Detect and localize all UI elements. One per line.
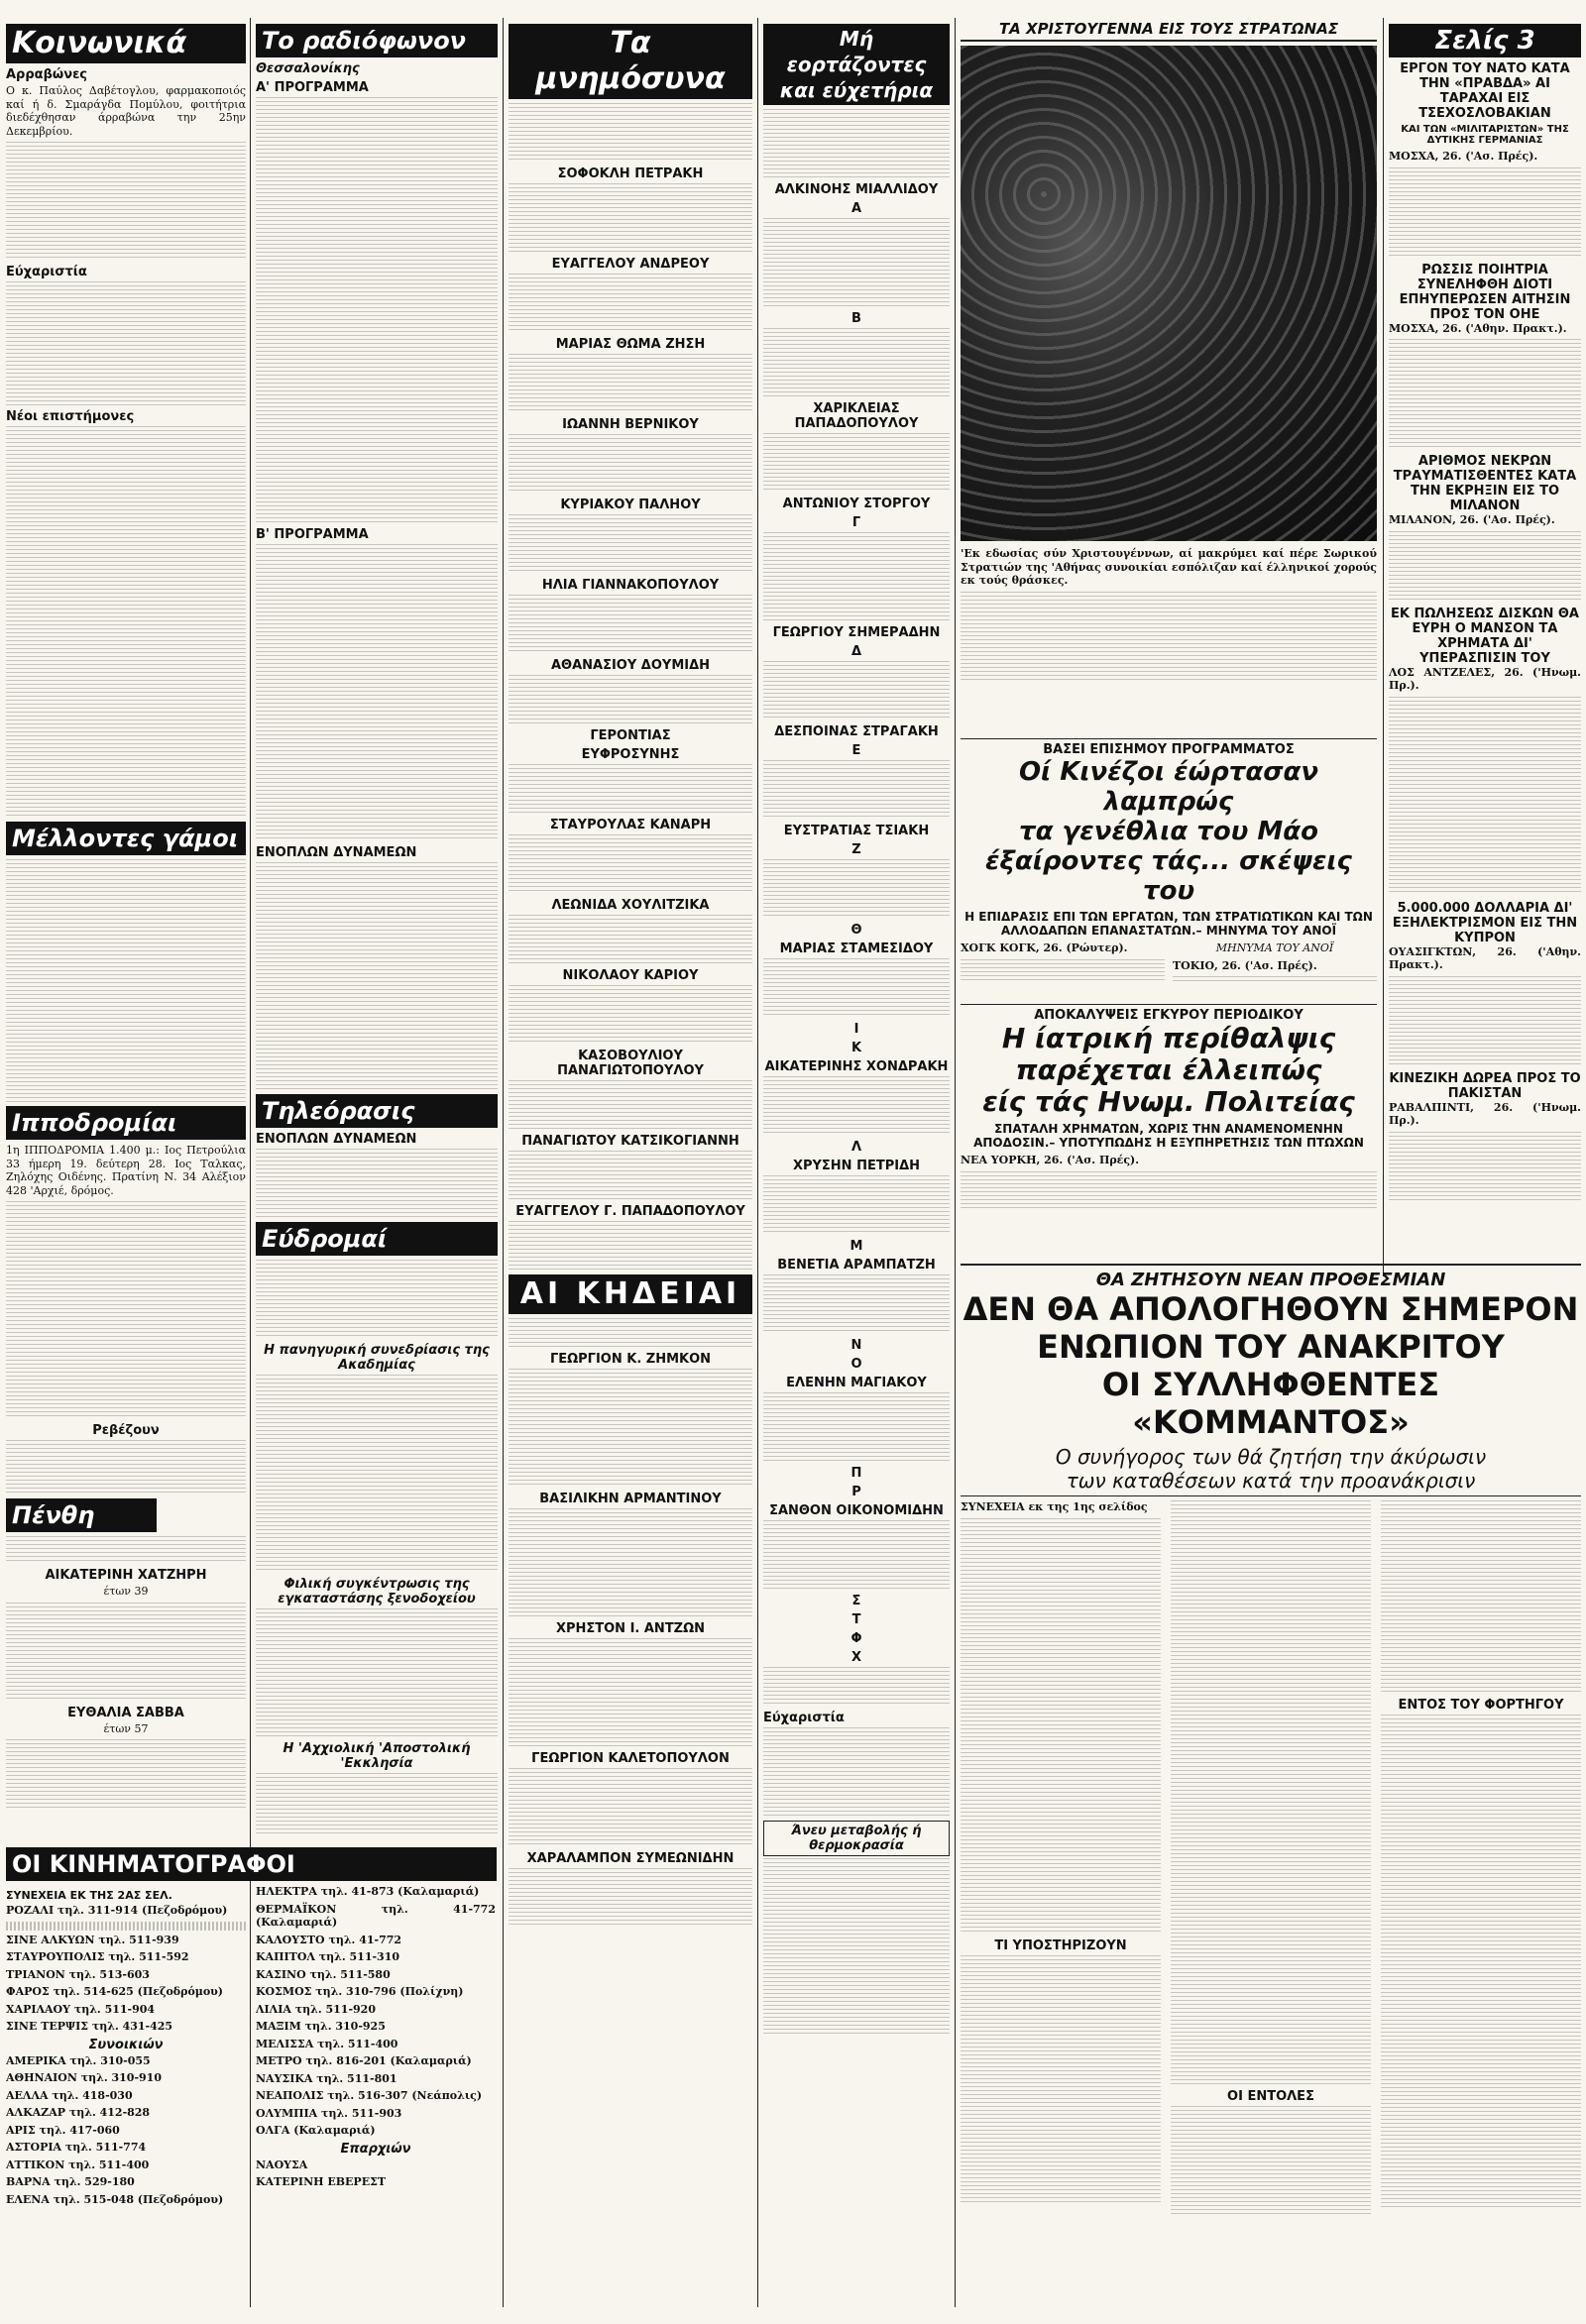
- cinema-entry: ΤΡΙΑΝΟΝ τηλ. 513-603: [6, 1967, 150, 1981]
- column-rule: [503, 18, 504, 2307]
- mao-deck: Η ΕΠΙΔΡΑΣΙΣ ΕΠΙ ΤΩΝ ΕΡΓΑΤΩΝ, ΤΩΝ ΣΤΡΑΤΙΩΤΙΚΩΝ ΚΑΙ ΤΩΝ ΑΛΛΟΔΑΠΩΝ ΕΠΑΝΑΣΤΑΤΩΝ.– ΜΗΝΥΜΑ ΤΟΥ ΑΝΟΪ: [964, 910, 1373, 938]
- text-block: [509, 915, 752, 964]
- text-block: [509, 764, 752, 814]
- section-title-memorials: Τα μνημόσυνα: [509, 24, 752, 99]
- text-block: [6, 1739, 246, 1809]
- memorial-name: ΙΩΑΝΝΗ ΒΕΡΝΙΚΟΥ: [562, 417, 699, 432]
- memorial-name: ΜΑΡΙΑΣ ΘΩΜΑ ΖΗΣΗ: [555, 337, 706, 352]
- commandos-continued: ΣΥΝΕΧΕΙΑ εκ της 1ης σελίδος: [961, 1500, 1148, 1513]
- text-block: [763, 109, 950, 178]
- commandos-headline-1: ΔΕΝ ΘΑ ΑΠΟΛΟΓΗΘΟΥΝ ΣΗΜΕΡΟΝ: [963, 1290, 1579, 1328]
- christmas-headline: ΤΑ ΧΡΙΣΤΟΥΓΕΝΝΑ ΕΙΣ ΤΟΥΣ ΣΤΡΑΤΩΝΑΣ: [961, 20, 1377, 42]
- text-block: [1389, 167, 1581, 257]
- text-block: [509, 1868, 752, 1928]
- cinema-left-list: [6, 1885, 246, 2210]
- text-block: [6, 1603, 246, 1702]
- memorial-name: ΑΘΑΝΑΣΙΟΥ ΔΟΥΜΙΔΗ: [550, 658, 711, 673]
- armed-forces-radio: ΕΝΟΠΛΩΝ ΔΥΝΑΜΕΩΝ: [256, 845, 417, 860]
- cinema-entry: ΑΕΛΛΑ τηλ. 418-030: [6, 2088, 133, 2102]
- cinema-entry: ΜΑΞΙΜ τηλ. 310-925: [256, 2020, 386, 2033]
- commandos-story: [961, 1264, 1581, 2304]
- letter-l: Λ: [850, 1140, 862, 1155]
- funeral-name: ΧΑΡΑΛΑΜΠΟΝ ΣΥΜΕΩΝΙΔΗΝ: [526, 1851, 735, 1866]
- funeral-name: ΒΑΣΙΛΙΚΗΝ ΑΡΜΑΝΤΙΝΟΥ: [539, 1492, 722, 1506]
- text-block: [763, 1520, 950, 1590]
- section-title-mourning: Πένθη: [6, 1498, 157, 1532]
- christmas-photo: [961, 46, 1377, 541]
- nameday-name: ΓΕΩΡΓΙΟΥ ΣΗΜΕΡΑΔΗΝ: [772, 625, 941, 640]
- text-block: [763, 532, 950, 621]
- memorial-name: ΣΟΦΟΚΛΗ ΠΕΤΡΑΚΗ: [557, 166, 704, 181]
- engagements-text: Ο κ. Παύλος Δαβέτογλου, φαρμακοποιός καί ή δ. Σμαράγδα Πομύλου, φοιτήτρια διεδέχθησαν άρραβώνα την 25ην Δεκεμβρίου.: [6, 84, 246, 138]
- section-title-nameday: Μή εορτάζοντες και εύχετήρια: [763, 24, 950, 105]
- text-block: [1171, 2106, 1371, 2215]
- funeral-name: ΓΕΩΡΓΙΟΝ Κ. ΖΗΜΚΟΝ: [549, 1352, 712, 1367]
- letter-n: Ν: [850, 1338, 862, 1353]
- cinema-entry: ΟΛΓΑ (Καλαμαριά): [256, 2124, 376, 2137]
- commandos-subhead-truck: ΕΝΤΟΣ ΤΟΥ ΦΟΡΤΗΓΟΥ: [1398, 1698, 1564, 1713]
- cinema-entry: ΑΣΤΟΡΙΑ τηλ. 511-774: [6, 2141, 147, 2154]
- cyprus-headline: 5.000.000 ΔΟΛΛΑΡΙΑ ΔΙ' ΕΞΗΛΕΚΤΡΙΣΜΟΝ ΕΙΣ ΤΗΝ ΚΥΠΡΟΝ: [1392, 900, 1578, 945]
- memorial-name: ΛΕΩΝΙΔΑ ΧΟΥΛΙΤΖΙΚΑ: [551, 898, 710, 913]
- cyprus-dateline: ΟΥΑΣΙΓΚΤΩΝ, 26. ('Αθην. Πρακτ.).: [1389, 944, 1581, 971]
- cinema-entry: ΡΟΖΑΛΙ τηλ. 311-914 (Πεζοδρόμου): [6, 1904, 228, 1917]
- races-text: 1η ΙΠΠΟΔΡΟΜΙΑ 1.400 μ.: Ιος Πετρούλια 33 ήμερη 19. δεύτερη 28. Ιος Ταλκας, Ζηλόχης Οιδένης. Πρατίνη Ν. 34 Αλέξιον 428 'Αρχιέ, δρόμος.: [6, 1144, 246, 1197]
- column-social: [6, 20, 246, 1853]
- cinema-entry: ΣΤΑΥΡΟΥΠΟΛΙΣ τηλ. 511-592: [6, 1950, 189, 1963]
- nameday-name: ΧΑΡΙΚΛΕΙΑΣ ΠΑΠΑΔΟΠΟΥΛΟΥ: [794, 401, 919, 431]
- text-block: [1389, 531, 1581, 601]
- text-block: [6, 1440, 246, 1494]
- commandos-deck-2: των καταθέσεων κατά την προανάκρισιν: [1066, 1469, 1476, 1493]
- text-block: [509, 514, 752, 574]
- milan-dateline: ΜΙΛΑΝΟΝ, 26. ('Ασ. Πρές).: [1389, 513, 1555, 526]
- section-title-races: Ιπποδρομίαι: [6, 1106, 246, 1140]
- mao-dateline-tokyo: ΤΟΚΙΟ, 26. ('Ασ. Πρές).: [1173, 958, 1317, 972]
- subhead-thanks-2: Εύχαριστία: [763, 1711, 845, 1725]
- cinema-entry: ΝΑΟΥΣΑ: [256, 2158, 308, 2171]
- text-block: [509, 834, 752, 894]
- mourning-name: ΑΙΚΑΤΕΡΙΝΗ ΧΑΤΖΗΡΗ: [45, 1568, 207, 1583]
- column-rule: [955, 18, 956, 2307]
- text-block: [1381, 1715, 1581, 2210]
- section-title-social: Κοινωνικά: [6, 24, 246, 63]
- memorial-name: ΚΑΣΟΒΟΥΛΙΟΥ ΠΑΝΑΓΙΩΤΟΠΟΥΛΟΥ: [557, 1049, 704, 1078]
- section-title-tv: Τηλεόρασις: [256, 1094, 498, 1128]
- cinema-section-neighborhoods: Συνοικιών: [88, 2037, 164, 2052]
- letter-i: Ι: [853, 1022, 859, 1037]
- text-block: [256, 97, 498, 523]
- letter-k: Κ: [850, 1041, 862, 1055]
- medical-dateline: ΝΕΑ ΥΟΡΚΗ, 26. ('Ασ. Πρές).: [961, 1154, 1140, 1166]
- funeral-name: ΓΕΩΡΓΙΟΝ ΚΑΛΕΤΟΠΟΥΛΟΝ: [531, 1751, 730, 1766]
- text-block: [763, 328, 950, 397]
- text-block: [509, 595, 752, 654]
- christmas-story: [961, 20, 1377, 733]
- memorial-name: ΕΥΑΓΓΕΛΟΥ Γ. ΠΑΠΑΔΟΠΟΥΛΟΥ: [515, 1204, 745, 1219]
- nameday-name: ΕΛΕΝΗΝ ΜΑΓΙΑΚΟΥ: [786, 1376, 927, 1390]
- text-block: [256, 1260, 498, 1339]
- text-block: [763, 1175, 950, 1235]
- cinema-entry: ΑΛΚΑΖΑΡ τηλ. 412-828: [6, 2106, 151, 2119]
- mao-subhead-hanoi: ΜΗΝΥΜΑ ΤΟΥ ΑΝΟΪ: [1215, 941, 1334, 954]
- nameday-name: ΣΑΝΘΟΝ ΟΙΚΟΝΟΜΙΔΗΝ: [769, 1503, 944, 1518]
- medical-kicker: ΑΠΟΚΑΛΥΨΕΙΣ ΕΓΚΥΡΟΥ ΠΕΡΙΟΔΙΚΟΥ: [1034, 1008, 1303, 1023]
- text-block: [509, 1318, 752, 1348]
- mourning-age: έτων 39: [103, 1585, 149, 1598]
- memorial-name: ΕΥΑΓΓΕΛΟΥ ΑΝΔΡΕΟΥ: [551, 257, 710, 272]
- mao-headline-2: τα γενέθλια του Μάο: [1019, 817, 1318, 846]
- letter-ch: Χ: [850, 1650, 862, 1665]
- text-block: [763, 1076, 950, 1136]
- christmas-caption: 'Εκ εδωσίας σύν Χριστουγέννων, αί μακρύμει καί πέρε Σωρικού Στρατιών της 'Αθήνας συνοικίαι εσπόλιζαν καί έλληνικοί χορούς εκ τούς θράσκες.: [961, 547, 1377, 587]
- cinema-entry: ΚΑΛΟΥΣΤΟ τηλ. 41-772: [256, 1933, 402, 1946]
- text-block: [763, 661, 950, 720]
- milan-headline: ΑΡΙΘΜΟΣ ΝΕΚΡΩΝ ΤΡΑΥΜΑΤΙΣΘΕΝΤΕΣ ΚΑΤΑ ΤΗΝ ΕΚΡΗΞΙΝ ΕΙΣ ΤΟ ΜΙΛΑΝΟΝ: [1393, 454, 1577, 513]
- weather-box: Άνευ μεταβολής ή θερμοκρασία: [763, 1821, 950, 1856]
- text-block: [6, 859, 246, 1102]
- discs-headline: ΕΚ ΠΩΛΗΣΕΩΣ ΔΙΣΚΩΝ ΘΑ ΕΥΡΗ Ο ΜΑΝΣΟΝ ΤΑ ΧΡΗΜΑΤΑ ΔΙ' ΥΠΕΡΑΣΠΙΣΙΝ ΤΟΥ: [1391, 606, 1579, 666]
- friendly-gathering-head: Φιλική συγκέντρωσις της εγκαταστάσης ξενοδοχείου: [278, 1577, 476, 1606]
- cinema-entry: ΚΑΣΙΝΟ τηλ. 511-580: [256, 1967, 391, 1981]
- text-block: [6, 281, 246, 405]
- cinema-entry: ΛΙΛΙΑ τηλ. 511-920: [256, 2002, 376, 2016]
- text-block: [509, 1369, 752, 1488]
- text-block: [509, 103, 752, 163]
- text-block: [763, 218, 950, 307]
- programme-b: Β' ΠΡΟΓΡΑΜΜΑ: [256, 527, 369, 542]
- text-block: [256, 1375, 498, 1573]
- text-block: [509, 1221, 752, 1271]
- cinema-right-list: [256, 1885, 496, 2210]
- text-block: [509, 1768, 752, 1847]
- text-block: [763, 760, 950, 820]
- text-block: [509, 1080, 752, 1130]
- cinema-entry: ΝΕΑΠΟΛΙΣ τηλ. 516-307 (Νεάπολις): [256, 2089, 483, 2102]
- text-block: [509, 1638, 752, 1747]
- programme-a: Α' ΠΡΟΓΡΑΜΜΑ: [256, 80, 369, 95]
- text-block: [1389, 697, 1581, 895]
- text-block: [256, 1773, 498, 1833]
- medical-headline-2: παρέχεται έλλειπώς: [1015, 1053, 1322, 1086]
- cinema-entry: ΦΑΡΟΣ τηλ. 514-625 (Πεζοδρόμου): [6, 1985, 224, 1998]
- text-block: [256, 544, 498, 841]
- subhead-engagements: Αρραβώνες: [6, 67, 88, 82]
- text-block: [1389, 1132, 1581, 1201]
- text-block: [6, 1536, 246, 1564]
- discs-dateline: ΛΟΣ ΑΝΤΖΕΛΕΣ, 26. ('Ηνωμ. Πρ.).: [1389, 665, 1581, 692]
- mourning-name-2: ΕΥΘΑΛΙΑ ΣΑΒΒΑ: [67, 1705, 184, 1720]
- memorial-name: ΗΛΙΑ ΓΙΑΝΝΑΚΟΠΟΥΛΟΥ: [541, 578, 720, 593]
- column-memorials: [509, 20, 752, 2309]
- text-block: [509, 1508, 752, 1617]
- letter-s: Σ: [851, 1594, 861, 1608]
- letter-g: Γ: [851, 515, 861, 530]
- poet-dateline: ΜΟΣΧΑ, 26. ('Αθην. Πρακτ.).: [1389, 321, 1567, 335]
- text-block: [1389, 976, 1581, 1065]
- subhead-thanks: Εύχαριστία: [6, 265, 87, 279]
- mourning-age-2: έτων 57: [103, 1721, 149, 1735]
- cinema-entry: ΚΑΠΙΤΟΛ τηλ. 511-310: [256, 1950, 400, 1963]
- text-block: [763, 1667, 950, 1707]
- memorial-name: ΣΤΑΥΡΟΥΛΑΣ ΚΑΝΑΡΗ: [549, 818, 712, 832]
- cinema-entry: ΕΛΕΝΑ τηλ. 515-048 (Πεζοδρόμου): [6, 2192, 224, 2206]
- text-block: [763, 1392, 950, 1462]
- section-title-weddings: Μέλλοντες γάμοι: [6, 822, 246, 855]
- memorial-name: ΝΙΚΟΛΑΟΥ ΚΑΡΙΟΥ: [562, 968, 699, 983]
- cinema-entry: ΑΡΙΣ τηλ. 417-060: [6, 2123, 120, 2137]
- cinema-entry: ΝΑΥΣΙΚΑ τηλ. 511-801: [256, 2071, 397, 2085]
- section-title-funerals: ΑΙ ΚΗΔΕΙΑΙ: [509, 1274, 752, 1314]
- text-block: [256, 1149, 498, 1218]
- column-rule: [757, 18, 758, 2307]
- text-block: [509, 183, 752, 253]
- cinema-entry: ΜΕΛΙΣΣΑ τηλ. 511-400: [256, 2037, 398, 2050]
- nato-headline: ΕΡΓΟΝ ΤΟΥ ΝΑΤΟ ΚΑΤΑ ΤΗΝ «ΠΡΑΒΔΑ» ΑΙ ΤΑΡΑΧΑΙ ΕΙΣ ΤΣΕΧΟΣΛΟΒΑΚΙΑΝ: [1400, 61, 1570, 121]
- letter-e: Ε: [851, 743, 861, 758]
- memorial-name: ΚΥΡΙΑΚΟΥ ΠΑΛΗΟΥ: [560, 498, 701, 512]
- memorial-name: ΕΥΦΡΟΣΥΝΗΣ: [581, 747, 680, 762]
- text-block: [961, 959, 1165, 984]
- text-block: [6, 426, 246, 818]
- subhead-revezoun: Ρεβέζουν: [92, 1423, 160, 1438]
- memorial-name: ΓΕΡΟΝΤΙΑΣ: [590, 728, 671, 743]
- text-block: [1389, 339, 1581, 448]
- apostolic-church-head: Η 'Αχχιολική 'Αποστολική 'Εκκλησία: [283, 1741, 471, 1771]
- text-block: [961, 1955, 1161, 2203]
- mao-headline-3: έξαίροντες τάς... σκέψεις του: [985, 846, 1352, 906]
- column-rule: [1383, 18, 1384, 1276]
- text-block: [256, 862, 498, 1090]
- letter-th: Θ: [850, 923, 862, 938]
- nameday-name: ΑΝΤΩΝΙΟΥ ΣΤΟΡΓΟΥ: [782, 497, 931, 511]
- text-block: [763, 1727, 950, 1817]
- cinema-title: ΟΙ ΚΙΝΗΜΑΤΟΓΡΑΦΟΙ: [6, 1847, 497, 1881]
- text-block: [961, 592, 1377, 681]
- text-block: [256, 1608, 498, 1737]
- letter-f: Φ: [850, 1631, 862, 1646]
- mao-headline-1: Οί Κινέζοι έώρτασαν λαμπρώς: [1018, 757, 1319, 817]
- cinema-entry: ΑΜΕΡΙΚΑ τηλ. 310-055: [6, 2053, 151, 2067]
- letter-t: Τ: [851, 1612, 861, 1627]
- letter-d: Δ: [850, 644, 862, 659]
- medical-deck: ΣΠΑΤΑΛΗ ΧΡΗΜΑΤΩΝ, ΧΩΡΙΣ ΤΗΝ ΑΝΑΜΕΝΟΜΕΝΗΝ ΑΠΟΔΟΣΙΝ.– ΥΠΟΤΥΠΩΔΗΣ Η ΕΞΥΠΗΡΕΤΗΣΙΣ ΤΩΝ ΠΤΩΧΩΝ: [973, 1122, 1364, 1150]
- academy-session-head: Η πανηγυρική συνεδρίασις της Ακαδημίας: [264, 1343, 490, 1373]
- cinema-entry: ΑΘΗΝΑΙΟΝ τηλ. 310-910: [6, 2071, 162, 2084]
- pakistan-dateline: ΡΑΒΑΛΠΙΝΤΙ, 26. ('Ηνωμ. Πρ.).: [1389, 1100, 1581, 1127]
- text-block: [961, 1171, 1377, 1211]
- text-block: [961, 1518, 1161, 1935]
- mao-kicker: ΒΑΣΕΙ ΕΠΙΣΗΜΟΥ ΠΡΟΓΡΑΜΜΑΤΟΣ: [1043, 742, 1295, 757]
- text-block: [1173, 976, 1377, 983]
- mao-dateline-hongkong: ΧΟΓΚ ΚΟΓΚ, 26. (Ρώυτερ).: [961, 941, 1128, 954]
- text-block: [763, 1274, 950, 1334]
- commandos-deck-1: Ο συνήγορος των θά ζητήση την άκύρωσιν: [1055, 1445, 1487, 1469]
- commandos-subhead-claims: ΤΙ ΥΠΟΣΤΗΡΙΖΟΥΝ: [994, 1937, 1127, 1953]
- text-block: [509, 434, 752, 494]
- letter-b: Β: [851, 311, 861, 326]
- cinema-entry: ΜΕΤΡΟ τηλ. 816-201 (Καλαμαριά): [256, 2054, 472, 2067]
- text-block: [6, 1201, 246, 1419]
- nameday-name: ΕΥΣΤΡΑΤΙΑΣ ΤΣΙΑΚΗ: [783, 824, 930, 838]
- commandos-headline-2: ΕΝΩΠΙΟΝ ΤΟΥ ΑΝΑΚΡΙΤΟΥ: [1037, 1328, 1505, 1366]
- nameday-name: ΑΙΚΑΤΕΡΙΝΗΣ ΧΟΝΔΡΑΚΗ: [764, 1059, 949, 1074]
- tv-subtitle: ΕΝΟΠΛΩΝ ΔΥΝΑΜΕΩΝ: [256, 1132, 417, 1147]
- commandos-subhead-orders: ΟΙ ΕΝΤΟΛΕΣ: [1227, 2089, 1314, 2104]
- pakistan-headline: ΚΙΝΕΖΙΚΗ ΔΩΡΕΑ ΠΡΟΣ ΤΟ ΠΑΚΙΣΤΑΝ: [1389, 1070, 1581, 1101]
- text-block: [509, 274, 752, 333]
- mao-story: [961, 735, 1377, 983]
- side-news-column: [1389, 20, 1581, 1269]
- section-title-events: Εύδρομαί: [256, 1222, 498, 1256]
- letter-a: Α: [850, 201, 862, 216]
- text-block: [763, 958, 950, 1018]
- nameday-name: ΒΕΝΕΤΙΑ ΑΡΑΜΠΑΤΖΗ: [777, 1258, 936, 1273]
- text-block: [763, 859, 950, 919]
- letter-r: Ρ: [851, 1485, 861, 1499]
- cinema-entry: ΚΑΤΕΡΙΝΗ ΕΒΕΡΕΣΤ: [256, 2175, 387, 2188]
- cinema-entry: ΣΙΝΕ ΑΛΚΥΩΝ τηλ. 511-939: [6, 1933, 179, 1946]
- nameday-name: ΜΑΡΙΑΣ ΣΤΑΜΕΣΙΔΟΥ: [779, 941, 934, 956]
- cinema-entry: ΚΟΣΜΟΣ τηλ. 310-796 (Πολίχνη): [256, 1985, 464, 1998]
- nameday-name: ΧΡΥΣΗΝ ΠΕΤΡΙΔΗ: [792, 1159, 921, 1173]
- text-block: [1381, 1500, 1581, 1694]
- page-number-box: Σελίς 3: [1389, 24, 1581, 57]
- letter-o: Ο: [850, 1357, 862, 1372]
- cinema-section-provinces: Επαρχιών: [340, 2141, 411, 2157]
- cinema-entry: ΗΛΕΚΤΡΑ τηλ. 41-873 (Καλαμαριά): [256, 1885, 480, 1898]
- section-title-radio: Το ραδιόφωνον: [256, 24, 498, 57]
- text-block: [763, 1858, 950, 2037]
- subhead-graduates: Νέοι επιστήμονες: [6, 409, 135, 424]
- text-block: [509, 985, 752, 1045]
- medical-headline-3: είς τάς Ηνωμ. Πολιτείας: [982, 1085, 1355, 1118]
- radio-subtitle: Θεσσαλονίκης: [256, 61, 360, 76]
- cinema-subtitle: ΣΥΝΕΧΕΙΑ ΕΚ ΤΗΣ 2ΑΣ ΣΕΛ.: [6, 1889, 172, 1902]
- letter-m: Μ: [850, 1239, 863, 1254]
- column-nameday: [763, 20, 950, 2309]
- nato-dateline: ΜΟΣΧΑ, 26. ('Ασ. Πρές).: [1389, 150, 1538, 163]
- letter-p: Π: [850, 1466, 862, 1481]
- funeral-name: ΧΡΗΣΤΟΝ Ι. ΑΝΤΖΩΝ: [555, 1621, 706, 1636]
- cinema-section: [6, 1843, 497, 2309]
- text-block: [763, 433, 950, 493]
- nameday-name: ΑΛΚΙΝΟΗΣ ΜΙΑΛΛΙΔΟΥ: [774, 182, 939, 197]
- cinema-entry: ΒΑΡΝΑ τηλ. 529-180: [6, 2175, 135, 2188]
- commandos-kicker: ΘΑ ΖΗΤΗΣΟΥΝ ΝΕΑΝ ΠΡΟΘΕΣΜΙΑΝ: [1095, 1270, 1446, 1290]
- medical-headline-1: Η ίατρική περίθαλψις: [1001, 1022, 1336, 1054]
- commandos-headline-3: ΟΙ ΣΥΛΛΗΦΘΕΝΤΕΣ «ΚΟΜΜΑΝΤΟΣ»: [1101, 1366, 1440, 1441]
- text-block: [6, 142, 246, 261]
- cinema-entry: ΟΛΥΜΠΙΑ τηλ. 511-903: [256, 2106, 402, 2120]
- text-block: [509, 354, 752, 413]
- text-block: [509, 675, 752, 724]
- text-block: [1171, 1500, 1371, 2085]
- cinema-entry: ΧΑΡΙΛΑΟΥ τηλ. 511-904: [6, 2002, 156, 2016]
- cinema-entry: ΣΙΝΕ ΤΕΡΨΙΣ τηλ. 431-425: [6, 2020, 173, 2033]
- column-radio: [256, 20, 498, 1833]
- letter-z: Ζ: [851, 842, 861, 857]
- cinema-entry: ΘΕΡΜΑΪΚΟΝ τηλ. 41-772 (Καλαμαριά): [256, 1902, 496, 1929]
- text-block: [509, 1151, 752, 1200]
- memorial-name: ΠΑΝΑΓΙΩΤΟΥ ΚΑΤΣΙΚΟΓΙΑΝΝΗ: [521, 1134, 739, 1149]
- poet-headline: ΡΩΣΣΙΣ ΠΟΙΗΤΡΙΑ ΣΥΝΕΛΗΦΘΗ ΔΙΟΤΙ ΕΠΗΥΠΕΡΩΣΕΝ ΑΙΤΗΣΙΝ ΠΡΟΣ ΤΟΝ ΟΗΕ: [1399, 262, 1571, 322]
- cinema-entry: ΑΤΤΙΚΟΝ τηλ. 511-400: [6, 2158, 150, 2171]
- nato-subhead: ΚΑΙ ΤΩΝ «ΜΙΛΙΤΑΡΙΣΤΩΝ» ΤΗΣ ΔΥΤΙΚΗΣ ΓΕΡΜΑΝΙΑΣ: [1401, 124, 1569, 146]
- nameday-name: ΔΕΣΠΟΙΝΑΣ ΣΤΡΑΓΑΚΗ: [774, 724, 939, 739]
- medical-story: [961, 1001, 1377, 1254]
